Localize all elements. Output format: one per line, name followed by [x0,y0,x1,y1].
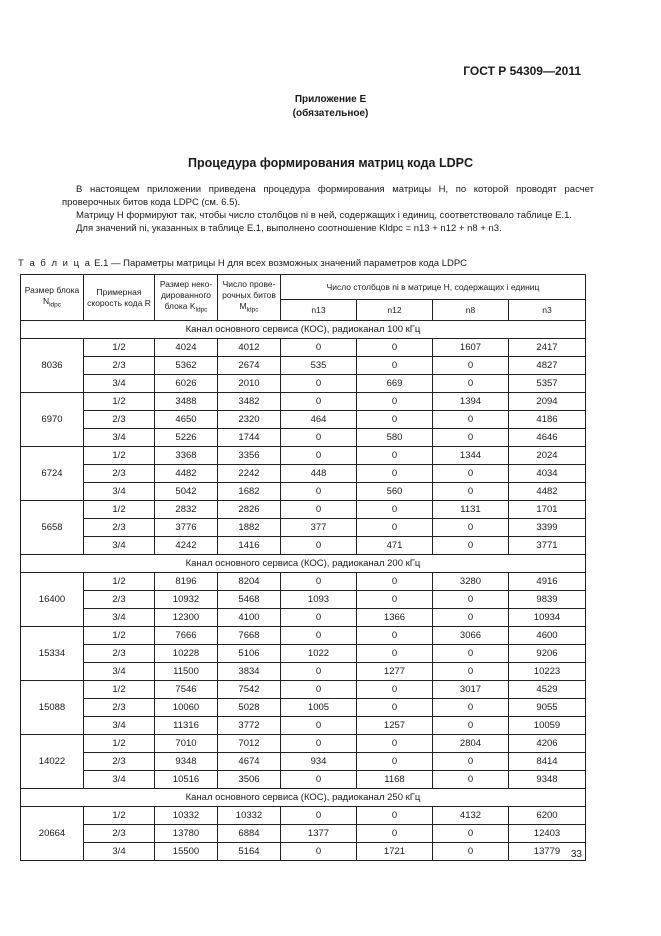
table-cell: 5028 [218,699,281,717]
block-size-cell: 6970 [21,393,84,447]
table-cell: 4650 [155,411,218,429]
table-cell: 8414 [509,753,586,771]
table-cell: 9348 [509,771,586,789]
header-check-bits: Число прове-рочных битов $M_{ldpc}$ [218,275,281,321]
table-cell: 11316 [155,717,218,735]
table-cell: 0 [281,717,357,735]
header-block-size: Размер блока $N_{ldpc}$ [21,275,84,321]
table-cell: 13779 [509,843,586,861]
table-cell: 5164 [218,843,281,861]
table-cell: 0 [281,501,357,519]
block-size-cell: 15334 [21,627,84,681]
table-cell: 0 [357,753,433,771]
table-cell: 4242 [155,537,218,555]
table-cell: 3/4 [84,663,155,681]
table-cell: 10060 [155,699,218,717]
table-cell: 9348 [155,753,218,771]
table-cell: 1744 [218,429,281,447]
table-cell: 2/3 [84,519,155,537]
header-rate: Примерная скорость кода R [84,275,155,321]
intro-paragraph-1: В настоящем приложении приведена процедура формирования матрицы H, по которой проводят расчет проверочных битов кода LDPC (см. 6.5). [62,184,594,208]
table-row [21,681,586,699]
table-row [21,627,586,645]
table-cell: 4186 [509,411,586,429]
table-cell: 0 [433,699,509,717]
table-cell: 580 [357,429,433,447]
table-cell: 0 [357,807,433,825]
table-cell: 0 [433,357,509,375]
table-cell: 1/2 [84,501,155,519]
table-cell: 1366 [357,609,433,627]
table-cell: 560 [357,483,433,501]
table-cell: 669 [357,375,433,393]
table-cell: 0 [357,357,433,375]
table-cell: 0 [357,393,433,411]
table-cell: 3834 [218,663,281,681]
table-row [21,375,586,393]
table-cell: 0 [357,627,433,645]
header-n3: n3 [509,300,586,321]
table-cell: 5362 [155,357,218,375]
table-cell: 0 [433,843,509,861]
table-cell: 8204 [218,573,281,591]
table-cell: 10932 [155,591,218,609]
table-cell: 0 [281,339,357,357]
table-cell: 1/2 [84,627,155,645]
table-cell: 11500 [155,663,218,681]
table-cell: 10516 [155,771,218,789]
table-cell: 2417 [509,339,586,357]
table-cell: 1168 [357,771,433,789]
table-row [21,339,586,357]
intro-paragraph-2: Матрицу H формируют так, чтобы число столбцов ni в ней, содержащих i единиц, соответствовало таблице Е.1. [76,210,573,221]
table-cell: 3/4 [84,717,155,735]
appendix-status: (обязательное) [292,108,369,119]
table-cell: 0 [433,771,509,789]
table-cell: 3/4 [84,429,155,447]
table-cell: 0 [357,465,433,483]
table-cell: 1416 [218,537,281,555]
appendix-title: Приложение Е [294,94,367,105]
table-cell: 4916 [509,573,586,591]
block-size-cell: 6724 [21,447,84,501]
table-row [21,843,586,861]
table-cell: 5226 [155,429,218,447]
table-cell: 1682 [218,483,281,501]
table-row [21,519,586,537]
table-cell: 7012 [218,735,281,753]
table-cell: 4012 [218,339,281,357]
table-cell: 0 [281,393,357,411]
table-cell: 1/2 [84,807,155,825]
table-cell: 1701 [509,501,586,519]
table-cell: 4206 [509,735,586,753]
table-row [21,591,586,609]
table-cell: 3776 [155,519,218,537]
table-cell: 1344 [433,447,509,465]
section-row-title: Канал основного сервиса (КОС), радиоканал 250 кГц [21,789,586,807]
table-cell: 2/3 [84,645,155,663]
table-cell: 0 [433,825,509,843]
table-cell: 0 [357,501,433,519]
table-cell: 4827 [509,357,586,375]
table-cell: 1093 [281,591,357,609]
table-cell: 2/3 [84,411,155,429]
table-cell: 0 [281,771,357,789]
table-cell: 1882 [218,519,281,537]
table-cell: 1005 [281,699,357,717]
table-cell: 0 [357,591,433,609]
table-cell: 7010 [155,735,218,753]
table-cell: 1/2 [84,573,155,591]
block-size-cell: 20664 [21,807,84,861]
table-row [21,825,586,843]
table-cell: 0 [281,681,357,699]
table-cell: 1/2 [84,681,155,699]
table-row [21,699,586,717]
table-cell: 10223 [509,663,586,681]
table-cell: 0 [357,411,433,429]
block-size-cell: 8036 [21,339,84,393]
block-size-cell: 14022 [21,735,84,789]
table-cell: 4674 [218,753,281,771]
header-info-size: Размер неко-дированного блока $K_{ldpc}$ [155,275,218,321]
table-cell: 3066 [433,627,509,645]
table-caption [18,258,467,269]
table-cell: 0 [433,375,509,393]
table-cell: 0 [433,519,509,537]
table-cell: 12403 [509,825,586,843]
section-row-title: Канал основного сервиса (КОС), радиоканал 200 кГц [21,555,586,573]
table-cell: 5042 [155,483,218,501]
table-cell: 7546 [155,681,218,699]
table-cell: 0 [357,681,433,699]
table-cell: 0 [357,339,433,357]
table-cell: 2/3 [84,465,155,483]
table-cell: 3017 [433,681,509,699]
table-cell: 8196 [155,573,218,591]
table-cell: 5468 [218,591,281,609]
table-cell: 0 [281,663,357,681]
header-columns-group: Число столбцов ni в матрице H, содержащих i единиц [281,275,586,300]
table-cell: 1394 [433,393,509,411]
page-number: 33 [570,849,582,860]
table-cell: 0 [281,627,357,645]
table-cell: 6200 [509,807,586,825]
table-cell: 3399 [509,519,586,537]
table-cell: 2804 [433,735,509,753]
table-cell: 4132 [433,807,509,825]
table-cell: 0 [281,735,357,753]
table-cell: 1607 [433,339,509,357]
table-cell: 471 [357,537,433,555]
header-n12: n12 [357,300,433,321]
table-cell: 9206 [509,645,586,663]
table-cell: 2242 [218,465,281,483]
table-cell: 0 [357,645,433,663]
table-cell: 5106 [218,645,281,663]
table-cell: 3771 [509,537,586,555]
table-cell: 1/2 [84,447,155,465]
table-cell: 0 [433,465,509,483]
table-cell: 4600 [509,627,586,645]
table-cell: 3/4 [84,843,155,861]
table-cell: 2010 [218,375,281,393]
table-cell: 1277 [357,663,433,681]
table-cell: 3/4 [84,609,155,627]
table-cell: 0 [433,663,509,681]
table-cell: 2832 [155,501,218,519]
table-cell: 0 [357,519,433,537]
table-row [21,393,586,411]
header-n8: n8 [433,300,509,321]
table-cell: 2/3 [84,753,155,771]
table-cell: 464 [281,411,357,429]
table-cell: 0 [357,447,433,465]
standard-number: ГОСТ Р 54309—2011 [463,64,581,78]
table-caption-prefix: Т а б л и ц а [18,258,92,269]
table-cell: 3/4 [84,771,155,789]
table-cell: 2/3 [84,591,155,609]
table-cell: 3488 [155,393,218,411]
section-title: Процедура формирования матриц кода LDPC [188,156,473,170]
block-size-cell: 15088 [21,681,84,735]
table-row [21,735,586,753]
table-cell: 3/4 [84,375,155,393]
table-cell: 448 [281,465,357,483]
table-cell: 4100 [218,609,281,627]
table-cell: 2320 [218,411,281,429]
table-cell: 3/4 [84,483,155,501]
table-cell: 535 [281,357,357,375]
ldpc-parameters-table [20,274,586,861]
table-cell: 2/3 [84,699,155,717]
table-cell: 1/2 [84,735,155,753]
table-cell: 934 [281,753,357,771]
table-cell: 0 [433,717,509,735]
block-size-cell: 16400 [21,573,84,627]
table-cell: 0 [281,483,357,501]
table-cell: 3772 [218,717,281,735]
table-cell: 3/4 [84,537,155,555]
table-row [21,429,586,447]
table-cell: 4646 [509,429,586,447]
table-row [21,573,586,591]
table-cell: 6884 [218,825,281,843]
table-cell: 0 [281,573,357,591]
table-cell: 3482 [218,393,281,411]
table-cell: 4024 [155,339,218,357]
table-row [21,645,586,663]
table-cell: 5357 [509,375,586,393]
table-cell: 10059 [509,717,586,735]
table-cell: 377 [281,519,357,537]
intro-text [62,183,594,235]
table-cell: 0 [433,753,509,771]
intro-paragraph-3: Для значений ni, указанных в таблице Е.1, выполнено соотношение Kldpc = n13 + n12 + n8 + n3. [76,223,502,234]
table-row [21,771,586,789]
table-cell: 0 [433,591,509,609]
table-cell: 1131 [433,501,509,519]
table-cell: 10332 [155,807,218,825]
table-cell: 0 [357,735,433,753]
table-caption-text: Е.1 — Параметры матрицы H для всех возможных значений параметров кода LDPC [94,258,468,269]
table-row [21,465,586,483]
table-cell: 2/3 [84,825,155,843]
table-cell: 7666 [155,627,218,645]
table-cell: 0 [357,825,433,843]
table-row [21,807,586,825]
table-cell: 1257 [357,717,433,735]
table-cell: 12300 [155,609,218,627]
table-cell: 0 [281,807,357,825]
table-cell: 1022 [281,645,357,663]
table-cell: 1721 [357,843,433,861]
table-cell: 13780 [155,825,218,843]
table-cell: 0 [433,483,509,501]
table-cell: 0 [281,537,357,555]
table-cell: 0 [433,609,509,627]
table-cell: 0 [433,537,509,555]
table-row [21,663,586,681]
table-cell: 10228 [155,645,218,663]
header-n13: n13 [281,300,357,321]
table-cell: 0 [281,843,357,861]
table-cell: 15500 [155,843,218,861]
table-row [21,537,586,555]
table-cell: 2/3 [84,357,155,375]
table-cell: 0 [281,609,357,627]
table-cell: 9839 [509,591,586,609]
table-cell: 2674 [218,357,281,375]
table-cell: 0 [357,573,433,591]
table-cell: 1/2 [84,339,155,357]
table-row [21,609,586,627]
table-cell: 2826 [218,501,281,519]
table-cell: 10934 [509,609,586,627]
table-cell: 10332 [218,807,281,825]
table-cell: 7668 [218,627,281,645]
table-cell: 0 [433,411,509,429]
table-cell: 2094 [509,393,586,411]
table-row [21,483,586,501]
table-cell: 4482 [155,465,218,483]
table-cell: 0 [281,447,357,465]
table-cell: 7542 [218,681,281,699]
block-size-cell: 5658 [21,501,84,555]
table-cell: 4529 [509,681,586,699]
table-cell: 0 [433,645,509,663]
table-cell: 0 [281,429,357,447]
table-cell: 6026 [155,375,218,393]
table-row [21,753,586,771]
section-row-title: Канал основного сервиса (КОС), радиоканал 100 кГц [21,321,586,339]
table-cell: 0 [281,375,357,393]
table-cell: 3356 [218,447,281,465]
table-row [21,717,586,735]
table-cell: 3368 [155,447,218,465]
table-cell: 3280 [433,573,509,591]
table-cell: 3506 [218,771,281,789]
table-row [21,447,586,465]
table-cell: 4034 [509,465,586,483]
table-cell: 1377 [281,825,357,843]
table-cell: 0 [433,429,509,447]
table-cell: 4482 [509,483,586,501]
table-cell: 2024 [509,447,586,465]
table-row [21,357,586,375]
table-cell: 9055 [509,699,586,717]
table-cell: 0 [357,699,433,717]
table-row [21,411,586,429]
table-row [21,501,586,519]
table-cell: 1/2 [84,393,155,411]
